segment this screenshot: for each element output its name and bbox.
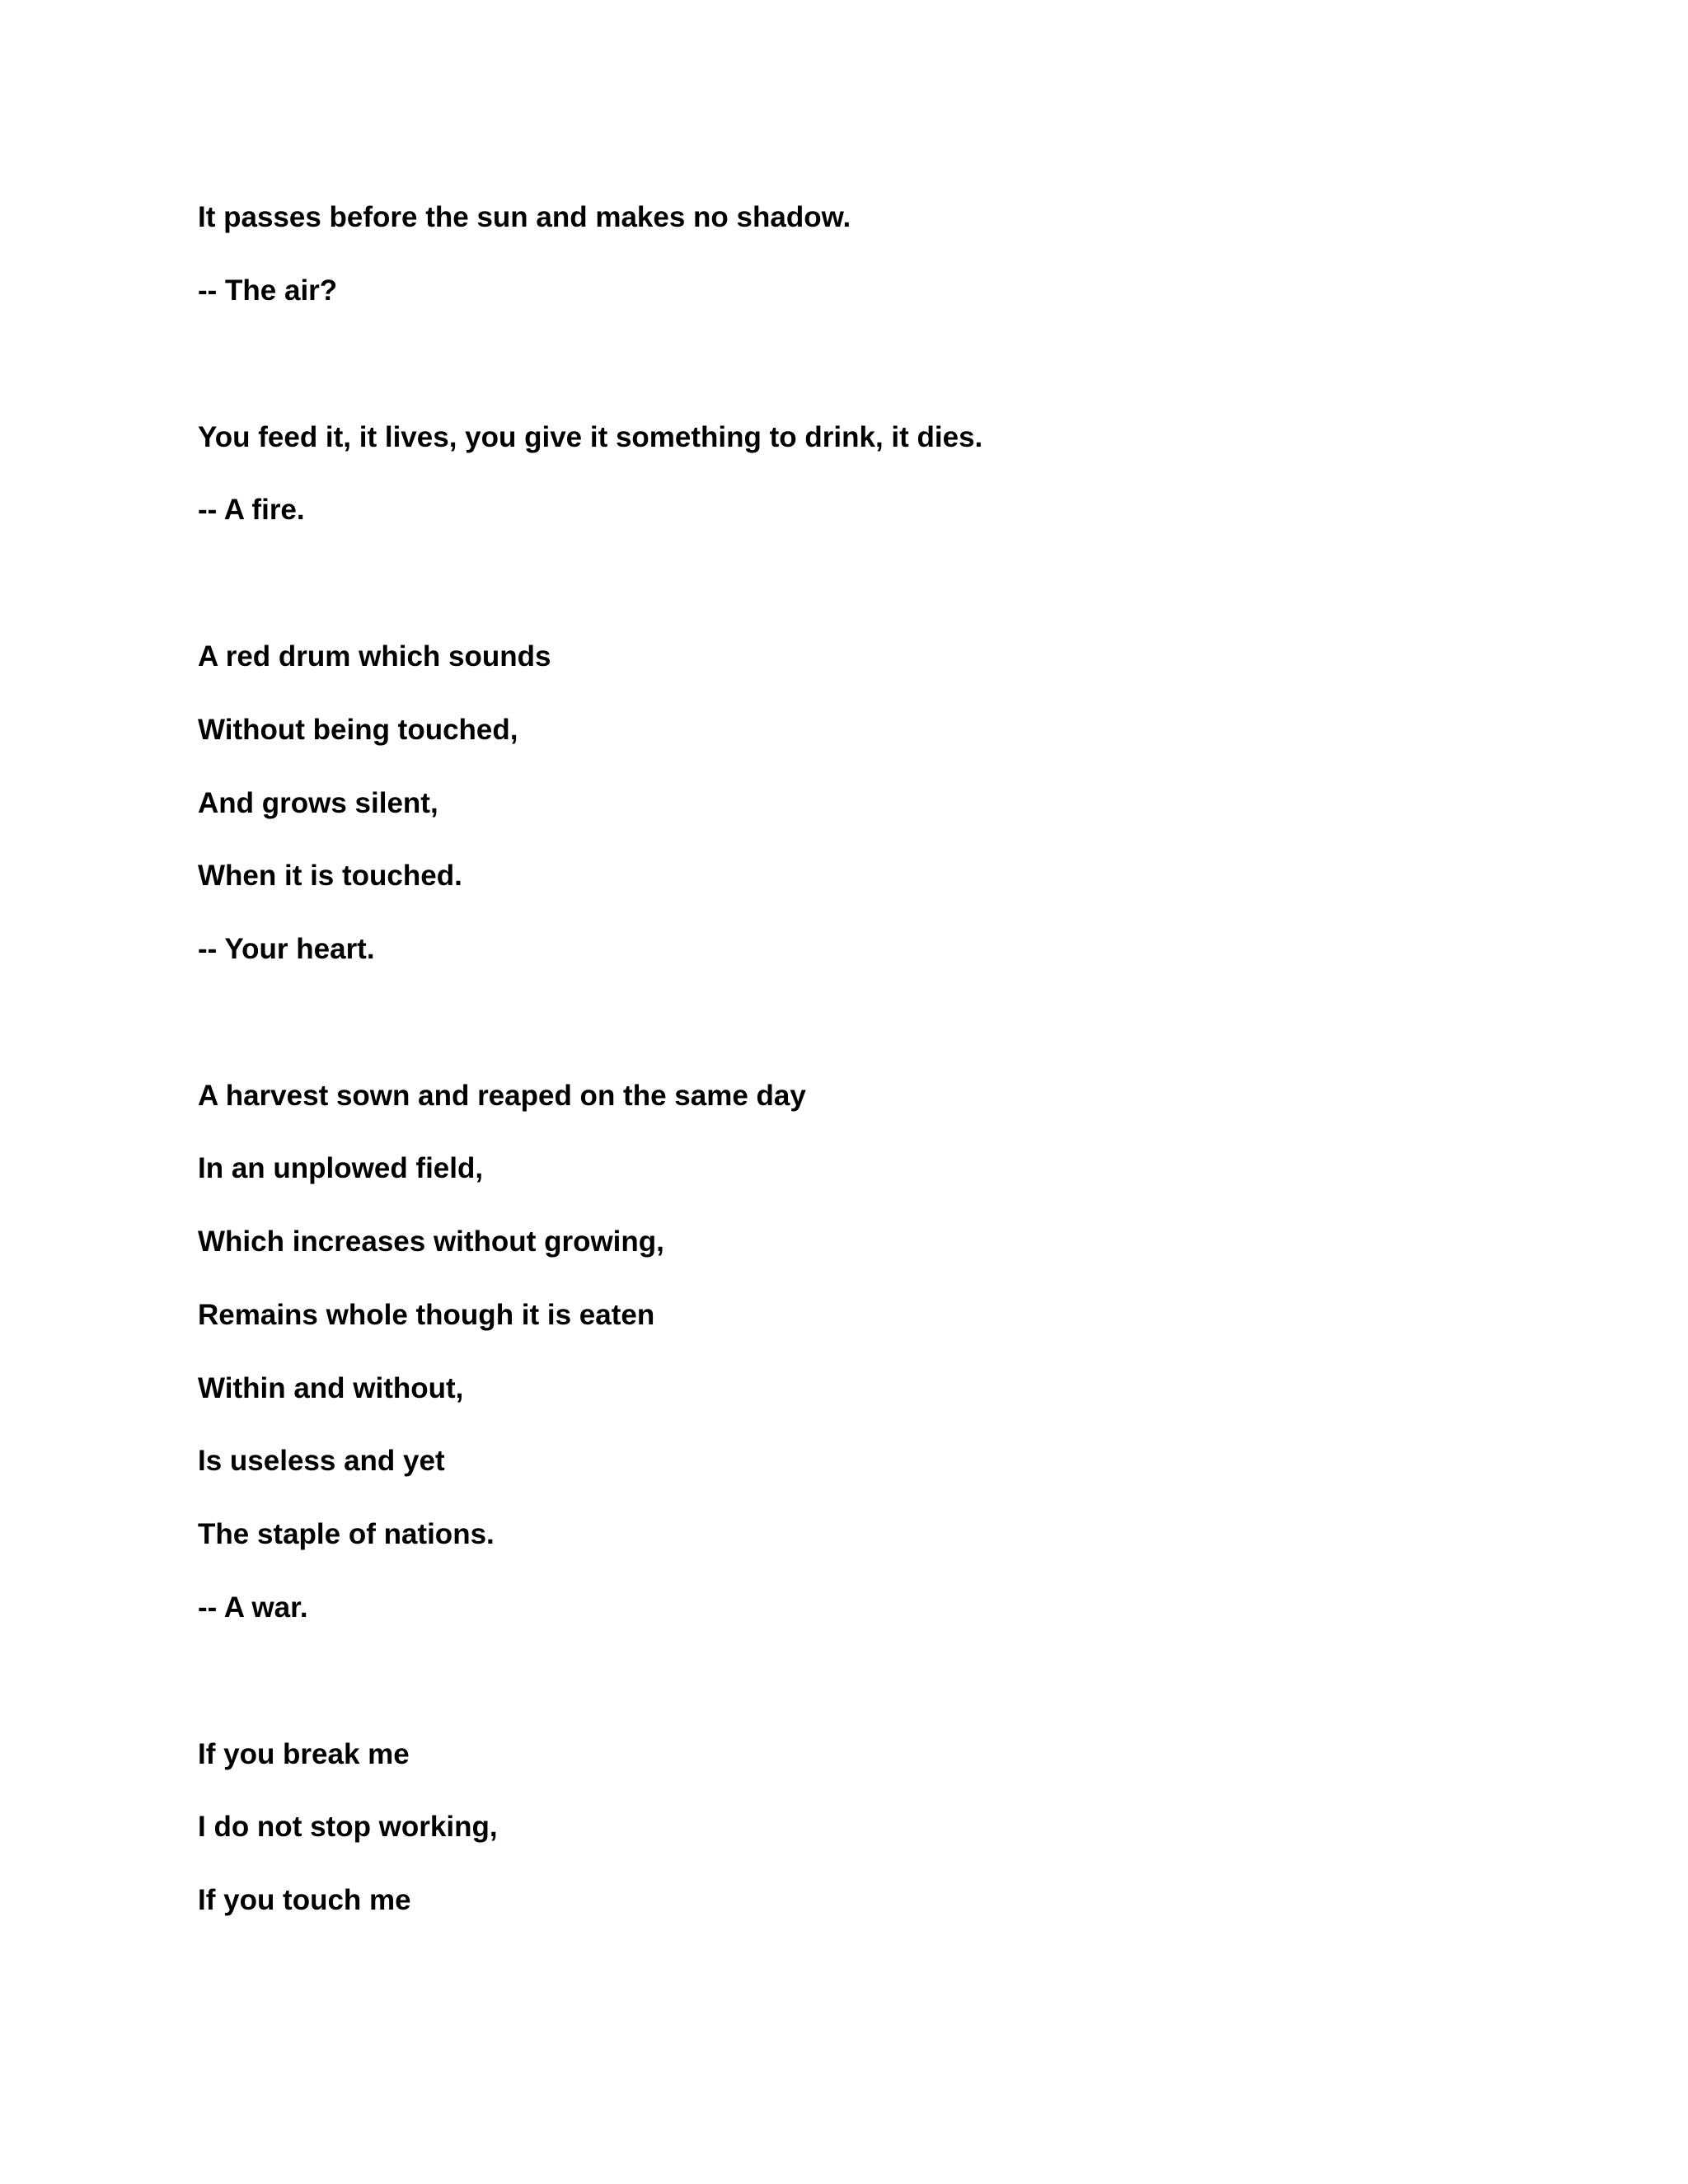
riddle-line: If you break me — [198, 1738, 410, 1770]
riddle-line: Is useless and yet — [198, 1445, 445, 1477]
riddle-line: Without being touched, — [198, 714, 518, 746]
riddle-line: Remains whole though it is eaten — [198, 1299, 655, 1331]
riddle-answer: -- The air? — [198, 274, 338, 307]
riddle-line: It passes before the sun and makes no shadow. — [198, 201, 851, 233]
riddle-line: You feed it, it lives, you give it something to drink, it dies. — [198, 421, 983, 453]
riddle-answer: -- A war. — [198, 1591, 308, 1624]
riddle-line: When it is touched. — [198, 860, 462, 892]
riddle-answer: -- Your heart. — [198, 933, 375, 965]
riddle-line: If you touch me — [198, 1884, 411, 1916]
riddle-line: Which increases without growing, — [198, 1226, 664, 1258]
riddle-line: A red drum which sounds — [198, 640, 551, 673]
riddle-line: The staple of nations. — [198, 1518, 495, 1550]
riddle-line: Within and without, — [198, 1372, 464, 1404]
riddle-line: In an unplowed field, — [198, 1152, 484, 1184]
riddle-line: I do not stop working, — [198, 1811, 498, 1843]
riddle-answer: -- A fire. — [198, 494, 305, 526]
riddle-line: A harvest sown and reaped on the same day — [198, 1080, 806, 1112]
riddle-line: And grows silent, — [198, 787, 438, 819]
